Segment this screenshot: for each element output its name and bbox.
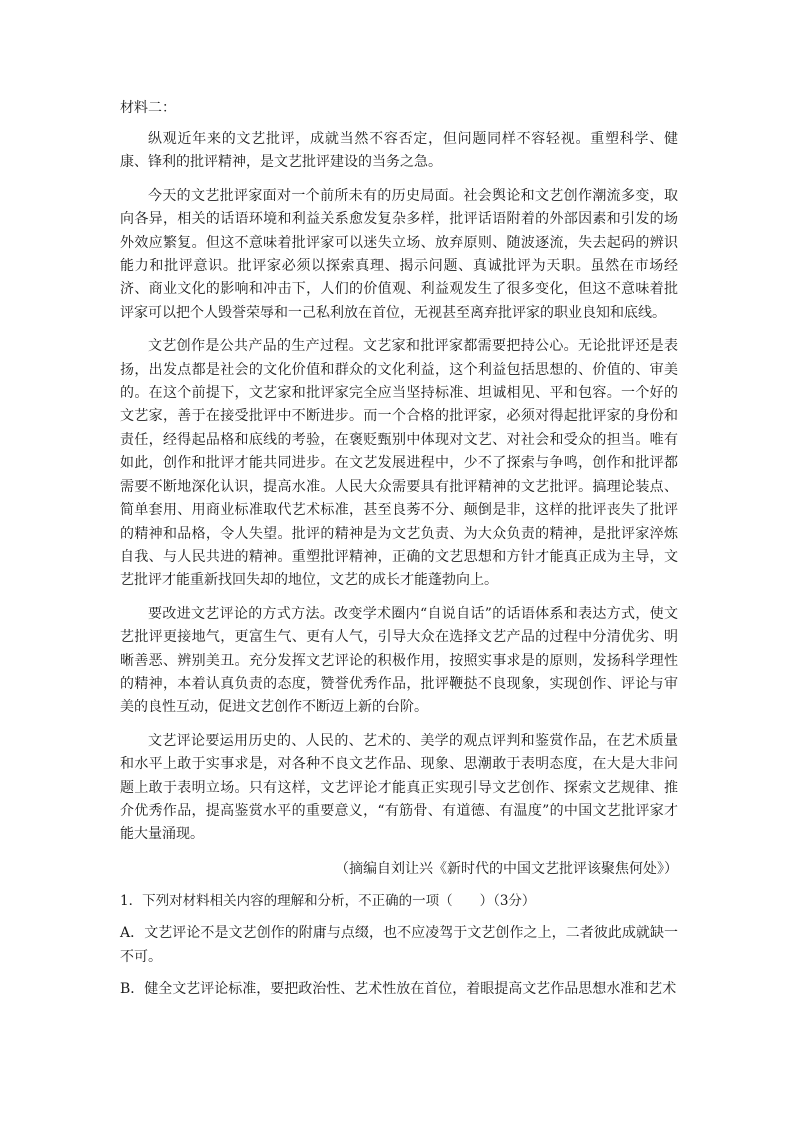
paragraph-1: 纵观近年来的文艺批评，成就当然不容否定，但问题同样不容轻视。重塑科学、健康、锋利的批评精神，是文艺批评建设的当务之急。 bbox=[120, 131, 678, 171]
option-b: B．健全文艺评论标准，要把政治性、艺术性放在首位，着眼提高文艺作品思想水准和艺术 bbox=[120, 980, 677, 997]
document-page bbox=[120, 96, 678, 1009]
paragraph-5: 文艺评论要运用历史的、人民的、艺术的、美学的观点评判和鉴赏作品，在艺术质量和水平上敢于实事求是，对各种不良文艺作品、现象、思潮敢于表明态度，在大是大非问题上敢于表明立场。只有这样，文艺评论才能真正实现引导文艺创作、探索文艺规律、推介优秀作品，提高鉴赏水平的重要意义，“有筋骨、有道德、有温度”的中国文艺批评家才能大量涌现。 bbox=[120, 732, 678, 843]
paragraph-2: 今天的文艺批评家面对一个前所未有的历史局面。社会舆论和文艺创作潮流多变，取向各异，相关的话语环境和利益关系愈发复杂多样，批评话语附着的外部因素和引发的场外效应繁复。但这不意味着批评家可以迷失立场、放弃原则、随波逐流，失去起码的辨识能力和批评意识。批评家必须以探索真理、揭示问题、真诚批评为天职。虽然在市场经济、商业文化的影响和冲击下，人们的价值观、利益观发生了很多变化，但这不意味着批评家可以把个人毁誉荣辱和一己私利放在首位，无视甚至离弃批评家的职业良知和底线。 bbox=[120, 187, 678, 321]
source-citation: （摘编自刘让兴《新时代的中国文艺批评该聚焦何处》） bbox=[335, 860, 678, 877]
paragraph-4: 要改进文艺评论的方式方法。改变学术圈内“自说自话”的话语体系和表达方式，使文艺批评更接地气，更富生气、更有人气，引导大众在选择文艺产品的过程中分清优劣、明晰善恶、辨别美丑。充分发挥文艺评论的积极作用，按照实事求是的原则，发扬科学理性的精神，本着认真负责的态度，赞誉优秀作品，批评鞭挞不良现象，实现创作、评论与审美的良性互动，促进文艺创作不断迈上新的台阶。 bbox=[120, 605, 678, 716]
paragraph-3: 文艺创作是公共产品的生产过程。文艺家和批评家都需要把持公心。无论批评还是表扬，出发点都是社会的文化价值和群众的文化利益，这个利益包括思想的、价值的、审美的。在这个前提下，文艺家和批评家完全应当坚持标准、坦诚相见、平和包容。一个好的文艺家，善于在接受批评中不断进步。而一个合格的批评家，必须对得起批评家的身份和责任，经得起品格和底线的考验，在褒贬甄别中体现对文艺、对社会和受众的担当。唯有如此，创作和批评才能共同进步。在文艺发展进程中，少不了探索与争鸣，创作和批评都需要不断地深化认识，提高水准。人民大众需要具有批评精神的文艺批评。搞理论装点、简单套用、用商业标准取代艺术标准，甚至良莠不分、颠倒是非，这样的批评丧失了批评的精神和品格，令人失望。批评的精神是为文艺负责、为大众负责的精神，是批评家淬炼自我、与人民共进的精神。重塑批评精神，正确的文艺思想和方针才能真正成为主导，文艺批评才能重新找回失却的地位，文艺的成长才能蓬勃向上。 bbox=[120, 338, 678, 589]
option-a: A．文艺评论不是文艺创作的附庸与点缀，也不应凌驾于文艺创作之上，二者彼此成就缺一不可。 bbox=[120, 924, 678, 965]
material-heading: 材料二： bbox=[120, 100, 176, 116]
question-text: 1．下列对材料相关内容的理解和分析，不正确的一项（ ）（3分） bbox=[120, 892, 536, 909]
